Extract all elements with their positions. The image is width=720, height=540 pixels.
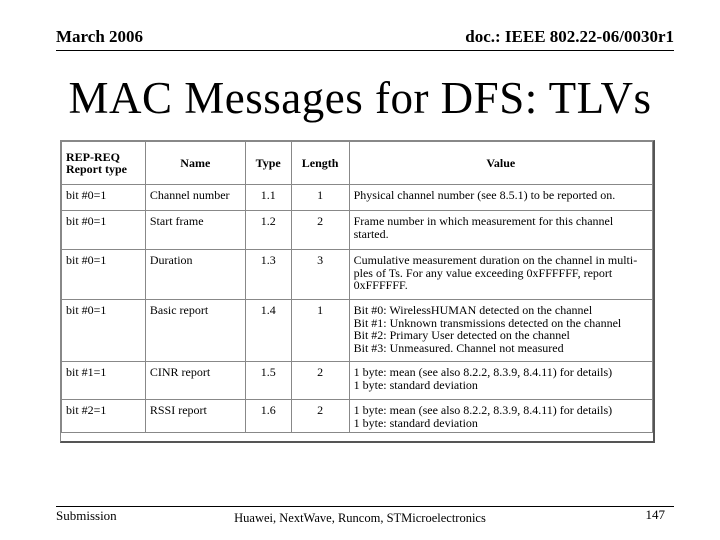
cell-type: 1.6 <box>245 400 291 433</box>
cell-name: RSSI report <box>145 400 245 433</box>
header-value: Value <box>349 142 652 185</box>
cell-length: 2 <box>291 400 349 433</box>
table-row <box>62 185 653 211</box>
cell-value: Physical channel number (see 8.5.1) to be reported on. <box>349 185 652 211</box>
cell-report-type: bit #1=1 <box>62 362 146 400</box>
header-rule <box>56 50 674 51</box>
table-header-row <box>62 142 653 185</box>
table-row <box>62 250 653 300</box>
cell-name: CINR report <box>145 362 245 400</box>
cell-value: Bit #0: WirelessHUMAN detected on the channel Bit #1: Unknown transmissions detected on the channel Bit #2: Primary User detected on the channel Bit #3: Unmeasured. Channel not measured <box>349 300 652 362</box>
header-name: Name <box>145 142 245 185</box>
table-row <box>62 300 653 362</box>
header-report-type: REP-REQ Report type <box>62 142 146 185</box>
page-number: 147 <box>645 507 665 522</box>
table-row <box>62 211 653 250</box>
cell-report-type: bit #2=1 <box>62 400 146 433</box>
cell-report-type: bit #0=1 <box>62 185 146 211</box>
cell-name: Start frame <box>145 211 245 250</box>
cell-length: 1 <box>291 300 349 362</box>
header-length: Length <box>291 142 349 185</box>
cell-name: Channel number <box>145 185 245 211</box>
cell-length: 2 <box>291 211 349 250</box>
cell-value: Cumulative measurement duration on the channel in multi-ples of Ts. For any value exceeding 0xFFFFFF, report 0xFFFFFF. <box>349 250 652 300</box>
cell-type: 1.4 <box>245 300 291 362</box>
header-date: March 2006 <box>56 27 144 46</box>
cell-type: 1.2 <box>245 211 291 250</box>
cell-length: 2 <box>291 362 349 400</box>
tlv-table <box>61 141 653 433</box>
cell-type: 1.1 <box>245 185 291 211</box>
cell-name: Basic report <box>145 300 245 362</box>
cell-name: Duration <box>145 250 245 300</box>
cell-report-type: bit #0=1 <box>62 211 146 250</box>
header-doc-id: doc.: IEEE 802.22-06/0030r1 <box>465 27 674 46</box>
cell-type: 1.5 <box>245 362 291 400</box>
cell-value: Frame number in which measurement for this channel started. <box>349 211 652 250</box>
cell-report-type: bit #0=1 <box>62 250 146 300</box>
table-row <box>62 400 653 433</box>
header-type: Type <box>245 142 291 185</box>
cell-length: 1 <box>291 185 349 211</box>
cell-value: 1 byte: mean (see also 8.2.2, 8.3.9, 8.4.11) for details) 1 byte: standard deviation <box>349 400 652 433</box>
cell-value: 1 byte: mean (see also 8.2.2, 8.3.9, 8.4.11) for details) 1 byte: standard deviation <box>349 362 652 400</box>
table-row <box>62 362 653 400</box>
footer-authors: Huawei, NextWave, Runcom, STMicroelectronics <box>234 511 486 525</box>
cell-type: 1.3 <box>245 250 291 300</box>
footer-rule <box>56 506 674 507</box>
slide-title: MAC Messages for DFS: TLVs <box>68 73 652 123</box>
footer-submission: Submission <box>56 508 117 523</box>
cell-report-type: bit #0=1 <box>62 300 146 362</box>
cell-length: 3 <box>291 250 349 300</box>
tlv-table-container <box>60 140 655 443</box>
